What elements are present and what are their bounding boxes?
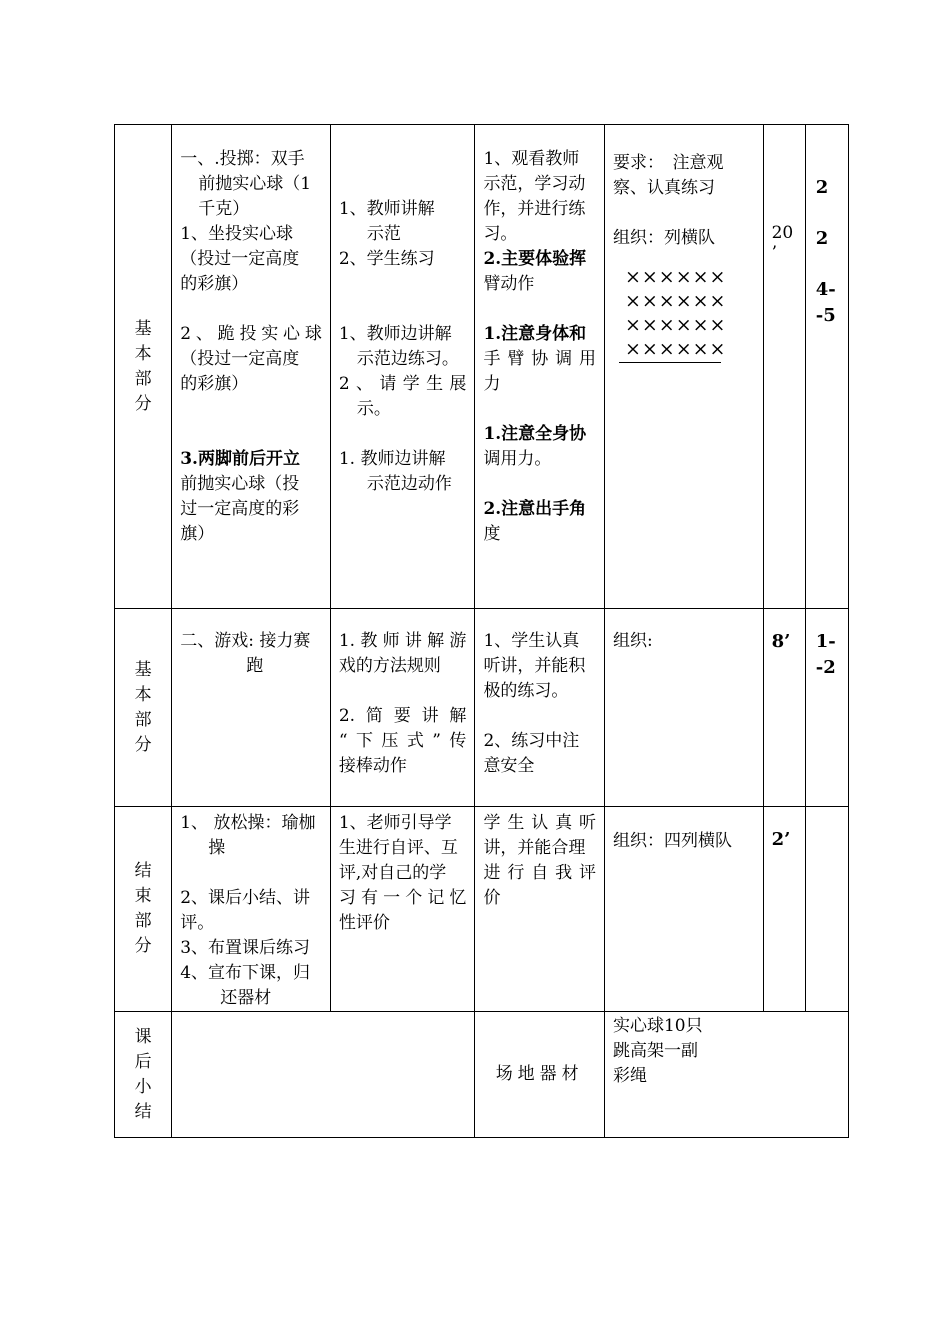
teacher-activity-cell: 1、教师讲解 示范 2、学生练习 1、教师边讲解 示范边练习。 2、请学生展 示。 1. 教师边讲解 示范边动作 [330, 125, 475, 609]
table-row [115, 1012, 849, 1138]
student-activity-cell: 1、观看教师 示范，学习动 作，并进行练 习。 2.主要体验挥 臂动作 1.注意身体和 手臂协调用 力 1.注意全身协 调用力。 2.注意出手角 度 [475, 125, 605, 609]
equipment-cell: 实心球10只 跳高架一副 彩绳 [604, 1012, 848, 1138]
section-label-basic: 基 本 部 分 [115, 125, 172, 609]
teacher-activity-cell: 1、老师引导学 生进行自评、互 评,对自己的学 习有一个记忆 性评价 [330, 807, 475, 1012]
section-label-summary: 课 后 小 结 [115, 1012, 172, 1138]
formation-diagram: ×××××× ×××××× ×××××× ×××××× [613, 265, 755, 363]
intensity-cell [805, 807, 848, 1012]
section-label-end: 结 束 部 分 [115, 807, 172, 1012]
table-row [115, 807, 849, 1012]
organization-cell: 要求： 注意观 察、认真练习 组织：列横队 ×××××× ×××××× ×××××× ×××××× [604, 125, 763, 609]
time-cell: 2’ [763, 807, 805, 1012]
content-cell: 一、.投掷：双手 前抛实心球（1 千克） 1、坐投实心球 （投过一定高度 的彩旗） 2、跪投实心球 （投过一定高度 的彩旗） 3.两脚前后开立 前抛实心球（投 过一定高度的彩 旗） [172, 125, 331, 609]
teacher-activity-cell: 1.教师讲解游 戏的方法规则 2.简要讲解 “下压式”传 接棒动作 [330, 609, 475, 807]
time-cell: 20 ’ [763, 125, 805, 609]
table-row [115, 609, 849, 807]
student-activity-cell: 学生认真听 讲，并能合理 进行自我评 价 [475, 807, 605, 1012]
intensity-cell: 2 2 4- -5 [805, 125, 848, 609]
time-cell: 8’ [763, 609, 805, 807]
table-row [115, 125, 849, 609]
lesson-plan-table [114, 124, 849, 1138]
formation-baseline [619, 362, 721, 363]
organization-cell: 组织: [604, 609, 763, 807]
content-cell: 二、游戏: 接力赛 跑 [172, 609, 331, 807]
venue-label: 场地器材 [475, 1012, 605, 1138]
content-cell: 1、 放松操：瑜枷 操 2、课后小结、讲 评。 3、布置课后练习 4、宣布下课，归 还器材 [172, 807, 331, 1012]
organization-cell: 组织：四列横队 [604, 807, 763, 1012]
summary-cell [172, 1012, 475, 1138]
student-activity-cell: 1、学生认真 听讲，并能积 极的练习。 2、练习中注 意安全 [475, 609, 605, 807]
section-label-basic: 基 本 部 分 [115, 609, 172, 807]
intensity-cell: 1- -2 [805, 609, 848, 807]
